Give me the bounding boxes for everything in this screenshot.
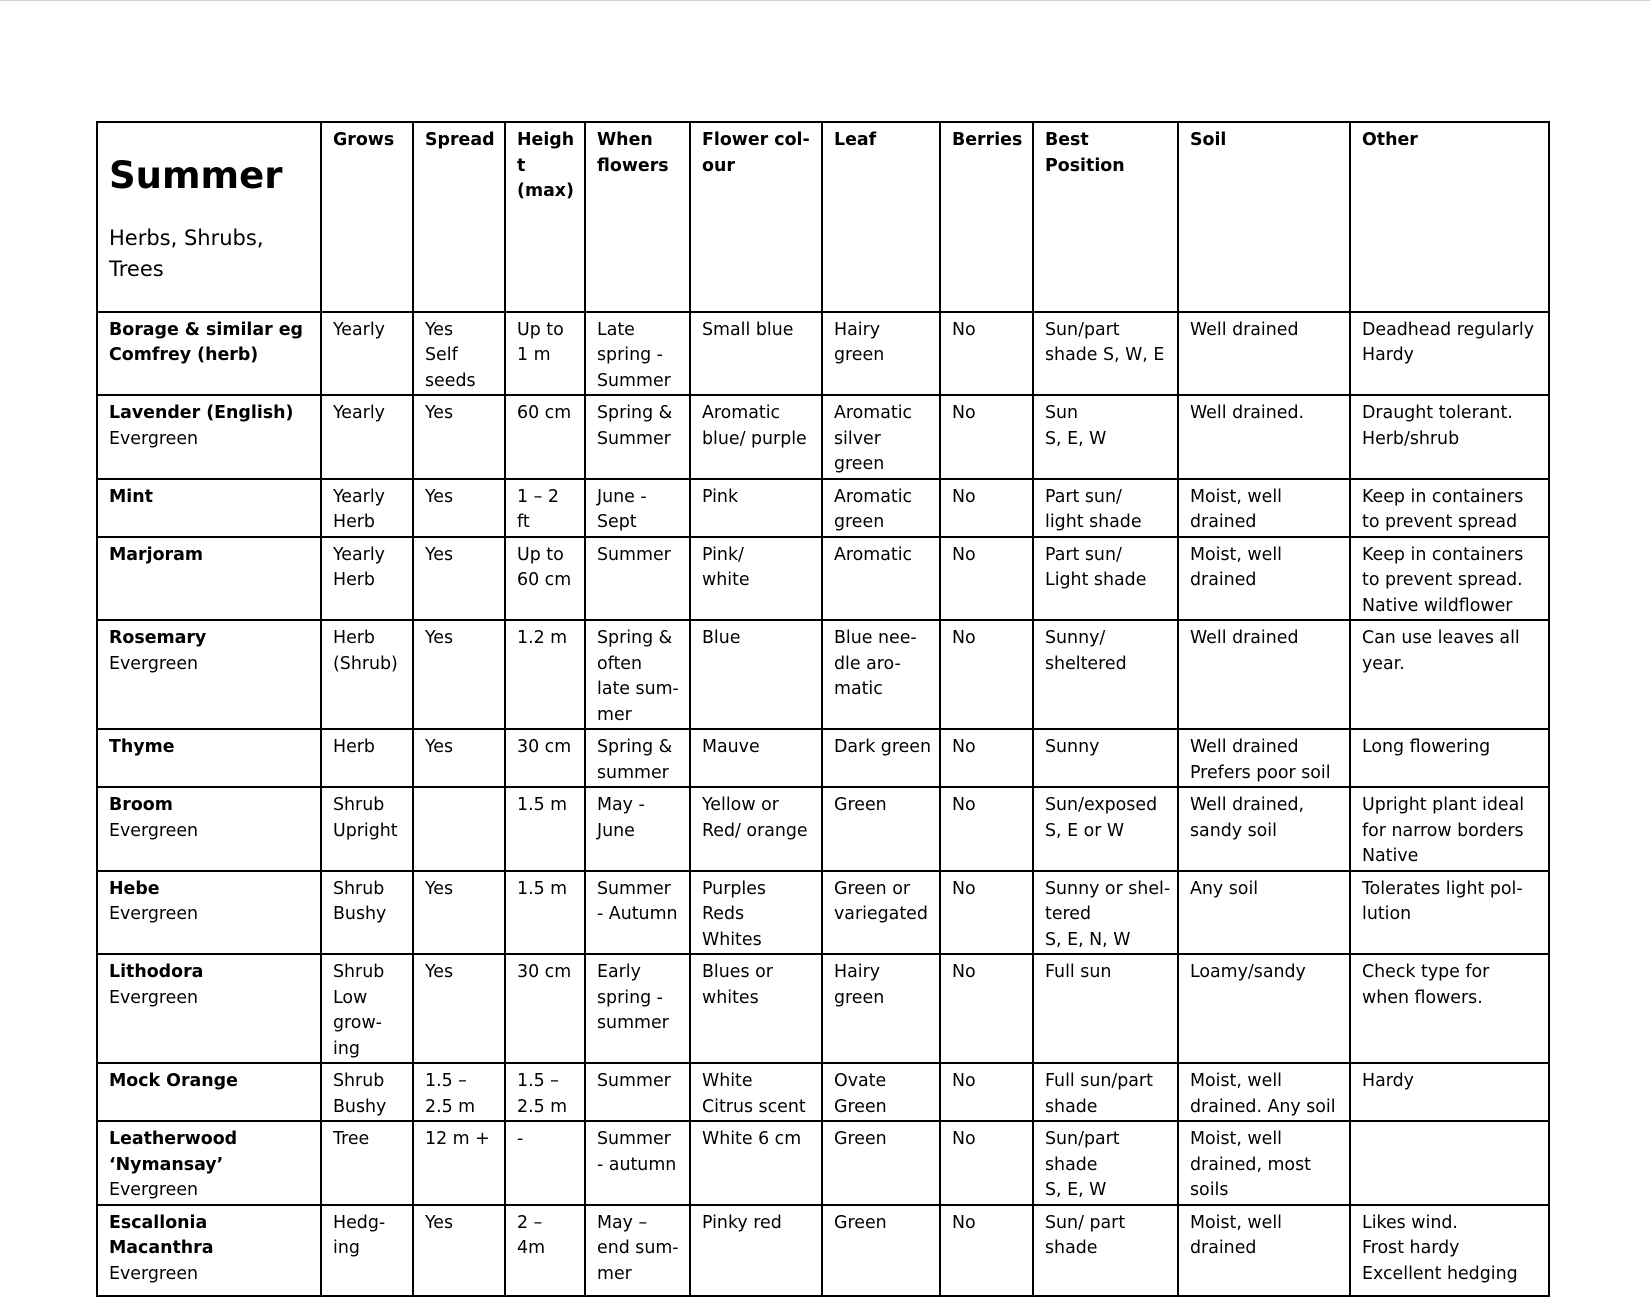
cell-berries: No: [940, 1063, 1033, 1121]
cell-plant: [97, 537, 321, 621]
cell-other: Deadhead regularly Hardy: [1350, 312, 1549, 396]
plant-name: Escallonia Macanthra: [109, 1212, 214, 1258]
cell-berries: No: [940, 871, 1033, 955]
cell-height: Up to 60 cm: [505, 537, 585, 621]
cell-grows: Yearly: [321, 395, 413, 479]
cell-plant: [97, 479, 321, 537]
cell-berries: No: [940, 620, 1033, 729]
page-top-rule: [0, 0, 1650, 1]
cell-soil: Moist, well drained: [1178, 479, 1350, 537]
cell-spread: 1.5 – 2.5 m: [413, 1063, 505, 1121]
cell-berries: No: [940, 537, 1033, 621]
cell-berries: No: [940, 954, 1033, 1063]
cell-when-flowers: June - Sept: [585, 479, 690, 537]
plant-name: Broom: [109, 795, 173, 815]
cell-when-flowers: May – end sum- mer: [585, 1205, 690, 1296]
plant-name: Marjoram: [109, 544, 203, 565]
cell-plant: [97, 395, 321, 479]
cell-soil: Well drained: [1178, 620, 1350, 729]
header-when-flowers: When flowers: [585, 122, 690, 312]
cell-spread: Yes: [413, 871, 505, 955]
cell-best-position: Part sun/ light shade: [1033, 479, 1178, 537]
plant-table-body: [97, 122, 1549, 1296]
cell-when-flowers: Early spring - summer: [585, 954, 690, 1063]
cell-berries: No: [940, 1121, 1033, 1205]
cell-grows: Herb (Shrub): [321, 620, 413, 729]
table-row: [97, 479, 1549, 537]
cell-plant: [97, 954, 321, 1063]
cell-best-position: Sun S, E, W: [1033, 395, 1178, 479]
cell-when-flowers: Summer: [585, 1063, 690, 1121]
cell-soil: Loamy/sandy: [1178, 954, 1350, 1063]
table-row: [97, 1063, 1549, 1121]
plant-name: Borage & similar eg Comfrey (herb): [109, 319, 303, 365]
plant-name: Leatherwood ‘Nymansay’: [109, 1129, 238, 1175]
cell-other: Keep in containers to prevent spread: [1350, 479, 1549, 537]
cell-spread: Yes: [413, 395, 505, 479]
cell-leaf: Green: [822, 1205, 940, 1296]
cell-other: Long flowering: [1350, 729, 1549, 787]
cell-grows: Hedg- ing: [321, 1205, 413, 1296]
cell-berries: No: [940, 479, 1033, 537]
cell-grows: Shrub Bushy: [321, 1063, 413, 1121]
cell-berries: No: [940, 787, 1033, 871]
plant-name: Lithodora: [109, 962, 204, 982]
cell-flower-colour: Blue: [690, 620, 822, 729]
table-title: Summer: [109, 153, 283, 197]
cell-height: 1.5 m: [505, 871, 585, 955]
cell-when-flowers: Summer - Autumn: [585, 871, 690, 955]
cell-when-flowers: Spring & often late sum- mer: [585, 620, 690, 729]
cell-spread: Yes Self seeds: [413, 312, 505, 396]
table-row: [97, 787, 1549, 871]
header-berries: Berries: [940, 122, 1033, 312]
cell-height: 60 cm: [505, 395, 585, 479]
cell-leaf: Ovate Green: [822, 1063, 940, 1121]
cell-flower-colour: Small blue: [690, 312, 822, 396]
cell-height: 1.5 m: [505, 787, 585, 871]
cell-berries: No: [940, 1205, 1033, 1296]
cell-soil: Well drained: [1178, 312, 1350, 396]
cell-soil: Moist, well drained. Any soil: [1178, 1063, 1350, 1121]
cell-other: Can use leaves all year.: [1350, 620, 1549, 729]
cell-leaf: Hairy green: [822, 312, 940, 396]
cell-when-flowers: Spring & summer: [585, 729, 690, 787]
cell-height: 1.2 m: [505, 620, 585, 729]
table-subtitle: Herbs, Shrubs, Trees: [109, 226, 264, 281]
cell-spread: 12 m +: [413, 1121, 505, 1205]
plant-name: Lavender (English): [109, 403, 294, 423]
cell-other: Likes wind. Frost hardy Excellent hedging: [1350, 1205, 1549, 1296]
cell-other: Upright plant ideal for narrow borders Native: [1350, 787, 1549, 871]
cell-other: Draught tolerant. Herb/shrub: [1350, 395, 1549, 479]
cell-plant: [97, 1121, 321, 1205]
header-best-position: Best Position: [1033, 122, 1178, 312]
cell-grows: Shrub Upright: [321, 787, 413, 871]
plant-type: Evergreen: [109, 987, 199, 1008]
cell-flower-colour: White 6 cm: [690, 1121, 822, 1205]
cell-when-flowers: Summer - autumn: [585, 1121, 690, 1205]
cell-when-flowers: Late spring - Summer: [585, 312, 690, 396]
cell-soil: Well drained Prefers poor soil: [1178, 729, 1350, 787]
cell-soil: Any soil: [1178, 871, 1350, 955]
cell-when-flowers: Summer: [585, 537, 690, 621]
cell-when-flowers: May - June: [585, 787, 690, 871]
table-row: [97, 312, 1549, 396]
table-row: [97, 954, 1549, 1063]
table-row: [97, 620, 1549, 729]
cell-soil: Well drained.: [1178, 395, 1350, 479]
cell-best-position: Sunny/ sheltered: [1033, 620, 1178, 729]
cell-best-position: Sun/part shade S, W, E: [1033, 312, 1178, 396]
table-row: [97, 1121, 1549, 1205]
cell-spread: Yes: [413, 1205, 505, 1296]
header-grows: Grows: [321, 122, 413, 312]
cell-other: Hardy: [1350, 1063, 1549, 1121]
cell-best-position: Sun/exposed S, E or W: [1033, 787, 1178, 871]
cell-spread: Yes: [413, 729, 505, 787]
cell-best-position: Sunny or shel- tered S, E, N, W: [1033, 871, 1178, 955]
cell-when-flowers: Spring & Summer: [585, 395, 690, 479]
cell-flower-colour: Yellow or Red/ orange: [690, 787, 822, 871]
table-title-cell: [97, 122, 321, 312]
plant-name: Mock Orange: [109, 1071, 238, 1091]
header-soil: Soil: [1178, 122, 1350, 312]
plant-type: Evergreen: [109, 1180, 199, 1200]
cell-soil: Moist, well drained: [1178, 537, 1350, 621]
cell-flower-colour: Blues or whites: [690, 954, 822, 1063]
cell-height: 1 – 2 ft: [505, 479, 585, 537]
cell-leaf: Hairy green: [822, 954, 940, 1063]
cell-soil: Well drained, sandy soil: [1178, 787, 1350, 871]
cell-leaf: Green: [822, 787, 940, 871]
cell-leaf: Aromatic silver green: [822, 395, 940, 479]
table-row: [97, 1205, 1549, 1296]
plant-type: Evergreen: [109, 1263, 199, 1284]
table-row: [97, 537, 1549, 621]
cell-leaf: Blue nee- dle aro- matic: [822, 620, 940, 729]
plant-name: Thyme: [109, 737, 175, 757]
cell-leaf: Aromatic green: [822, 479, 940, 537]
cell-plant: [97, 787, 321, 871]
cell-leaf: Aromatic: [822, 537, 940, 621]
cell-height: 2 – 4m: [505, 1205, 585, 1296]
cell-plant: [97, 1205, 321, 1296]
cell-spread: Yes: [413, 954, 505, 1063]
plant-name: Rosemary: [109, 628, 207, 648]
cell-height: 30 cm: [505, 954, 585, 1063]
cell-soil: Moist, well drained: [1178, 1205, 1350, 1296]
header-other: Other: [1350, 122, 1549, 312]
cell-best-position: Sunny: [1033, 729, 1178, 787]
cell-flower-colour: Pink/ white: [690, 537, 822, 621]
header-spread: Spread: [413, 122, 505, 312]
cell-flower-colour: Pink: [690, 479, 822, 537]
cell-grows: Herb: [321, 729, 413, 787]
cell-flower-colour: White Citrus scent: [690, 1063, 822, 1121]
cell-berries: No: [940, 312, 1033, 396]
plant-type: Evergreen: [109, 904, 199, 924]
plant-table: [96, 121, 1550, 1297]
cell-grows: Shrub Bushy: [321, 871, 413, 955]
cell-plant: [97, 871, 321, 955]
cell-grows: Yearly Herb: [321, 479, 413, 537]
cell-height: 30 cm: [505, 729, 585, 787]
cell-plant: [97, 312, 321, 396]
cell-spread: [413, 787, 505, 871]
cell-best-position: Sun/ part shade: [1033, 1205, 1178, 1296]
cell-grows: Yearly: [321, 312, 413, 396]
cell-best-position: Sun/part shade S, E, W: [1033, 1121, 1178, 1205]
cell-leaf: Green or variegated: [822, 871, 940, 955]
cell-grows: Yearly Herb: [321, 537, 413, 621]
plant-type: Evergreen: [109, 653, 199, 674]
cell-flower-colour: Purples Reds Whites: [690, 871, 822, 955]
header-height: Heigh t (max): [505, 122, 585, 312]
plant-type: Evergreen: [109, 820, 199, 841]
cell-height: Up to 1 m: [505, 312, 585, 396]
cell-height: 1.5 – 2.5 m: [505, 1063, 585, 1121]
plant-name: Mint: [109, 486, 153, 507]
cell-spread: Yes: [413, 479, 505, 537]
cell-flower-colour: Mauve: [690, 729, 822, 787]
cell-other: Keep in containers to prevent spread. Native wildflower: [1350, 537, 1549, 621]
cell-other: Tolerates light pol- lution: [1350, 871, 1549, 955]
header-row: [97, 122, 1549, 312]
cell-other: [1350, 1121, 1549, 1205]
table-row: [97, 395, 1549, 479]
cell-best-position: Part sun/ Light shade: [1033, 537, 1178, 621]
header-flower-colour: Flower col- our: [690, 122, 822, 312]
cell-best-position: Full sun: [1033, 954, 1178, 1063]
cell-grows: Tree: [321, 1121, 413, 1205]
table-row: [97, 871, 1549, 955]
cell-height: -: [505, 1121, 585, 1205]
cell-spread: Yes: [413, 537, 505, 621]
cell-flower-colour: Pinky red: [690, 1205, 822, 1296]
table-row: [97, 729, 1549, 787]
cell-spread: Yes: [413, 620, 505, 729]
cell-best-position: Full sun/part shade: [1033, 1063, 1178, 1121]
cell-berries: No: [940, 395, 1033, 479]
cell-plant: [97, 1063, 321, 1121]
cell-leaf: Green: [822, 1121, 940, 1205]
cell-berries: No: [940, 729, 1033, 787]
cell-grows: Shrub Low grow- ing: [321, 954, 413, 1063]
cell-soil: Moist, well drained, most soils: [1178, 1121, 1350, 1205]
plant-type: Evergreen: [109, 428, 199, 449]
cell-other: Check type for when flowers.: [1350, 954, 1549, 1063]
cell-leaf: Dark green: [822, 729, 940, 787]
cell-plant: [97, 729, 321, 787]
cell-plant: [97, 620, 321, 729]
cell-flower-colour: Aromatic blue/ purple: [690, 395, 822, 479]
header-leaf: Leaf: [822, 122, 940, 312]
plant-name: Hebe: [109, 878, 160, 899]
